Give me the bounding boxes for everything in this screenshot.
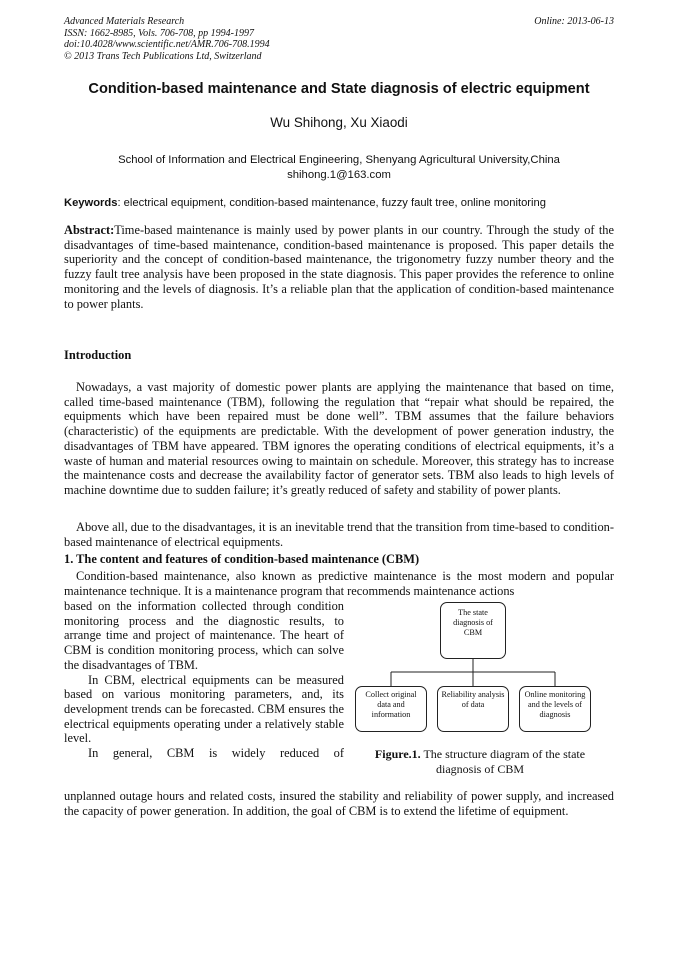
diagram-node-collect-data: Collect original data and information (355, 686, 427, 732)
header-doi: doi:10.4028/www.scientific.net/AMR.706-708.1994 (64, 39, 270, 50)
keywords (64, 197, 624, 209)
header-journal: Advanced Materials Research (64, 16, 185, 27)
figure-caption-label: Figure.1. (374, 747, 421, 761)
section-1-paragraph-3-rest: unplanned outage hours and related costs, insured the stability and reliability of power supply, and increased the capacity of power generation. In addition, the goal of CBM is to extend the lifetime of equipment. (64, 789, 614, 818)
section-1-paragraph-1: Condition-based maintenance, also known as predictive maintenance is the most modern and popular maintenance technique. It is a maintenance program that recommends maintenance actions (64, 569, 614, 598)
section-1-paragraph-1-continued: based on the information collected through condition monitoring process and the diagnostic results, to arrange time and project of maintenance. The heart of CBM is condition monitoring process, which can solve the disadvantages of TBM. (64, 599, 344, 672)
keywords-text: : electrical equipment, condition-based maintenance, fuzzy fault tree, online monitoring (117, 197, 546, 209)
paper-title: Condition-based maintenance and State diagnosis of electric equipment (88, 81, 590, 97)
section-1-paragraph-2: In CBM, electrical equipments can be measured based on various monitoring parameters, and, its development trends can be forecasted. CBM ensures the electrical equipments operating under a relatively stable level. (64, 672, 344, 746)
header-copyright: © 2013 Trans Tech Publications Ltd, Switzerland (64, 50, 262, 62)
abstract-label: Abstract: (64, 223, 115, 237)
section-1-left-column (64, 599, 344, 761)
affiliation: School of Information and Electrical Engineering, Shenyang Agricultural University,China (118, 154, 560, 166)
abstract-text: Time-based maintenance is mainly used by power plants in our country. Through the study of the disadvantages of time-based maintenance, condition-based maintenance is proposed. This paper details the superiority and the concept of condition-based maintenance, the trigonometry fuzzy number theory and the fuzzy fault tree analysis have been proposed in the state diagnosis. This paper provides the reference to online monitoring and the levels of diagnosis. It’s a reliable plan that the application of condition-based maintenance to power plants. (64, 223, 614, 311)
figure-caption (355, 747, 605, 777)
introduction-paragraph-2: Above all, due to the disadvantages, it is an inevitable trend that the transition from time-based to condition-based maintenance of electrical equipments. (64, 520, 614, 549)
figure-1 (355, 598, 617, 798)
journal-header (64, 16, 270, 62)
affiliation-block (40, 153, 638, 183)
diagram-node-root: The state diagnosis of CBM (440, 602, 506, 659)
author-email: shihong.1@163.com (287, 169, 391, 181)
header-issn: ISSN: 1662-8985, Vols. 706-708, pp 1994-1997 (64, 27, 254, 39)
online-date: Online: 2013-06-13 (534, 16, 614, 27)
section-1-paragraph-3-start: In general, CBM is widely reduced of (88, 746, 344, 761)
introduction-paragraph-1: Nowadays, a vast majority of domestic power plants are applying the maintenance that based on time, called time-based maintenance (TBM), following the regulation that “repair what should be repaired, the equipments which have been repaired must be done well”. TBM assumes that the failure behaviors (characteristic) of the equipments are predictable. With the development of power generation industry, the disadvantages of TBM have appeared. TBM ignores the operating conditions of electrical equipments, it’s a waste of human and material resources owing to maintain on schedule. Moreover, this strategy has to increase the maintenance costs and decrease the availability factor of generator sets. TBM also leads to high levels of machine downtime due to sudden failure; it’s greatly reduced of safety and stability of power plants. (64, 380, 614, 497)
introduction-heading: Introduction (64, 348, 132, 362)
paper-authors: Wu Shihong, Xu Xiaodi (270, 115, 408, 130)
figure-caption-text: The structure diagram of the state diagnosis of CBM (420, 747, 586, 776)
diagram-node-online-monitoring: Online monitoring and the levels of diagnosis (519, 686, 591, 732)
keywords-label: Keywords (64, 197, 118, 209)
abstract (64, 223, 614, 311)
diagram-node-reliability: Reliability analysis of data (437, 686, 509, 732)
section-1-heading: 1. The content and features of condition-based maintenance (CBM) (64, 552, 420, 566)
